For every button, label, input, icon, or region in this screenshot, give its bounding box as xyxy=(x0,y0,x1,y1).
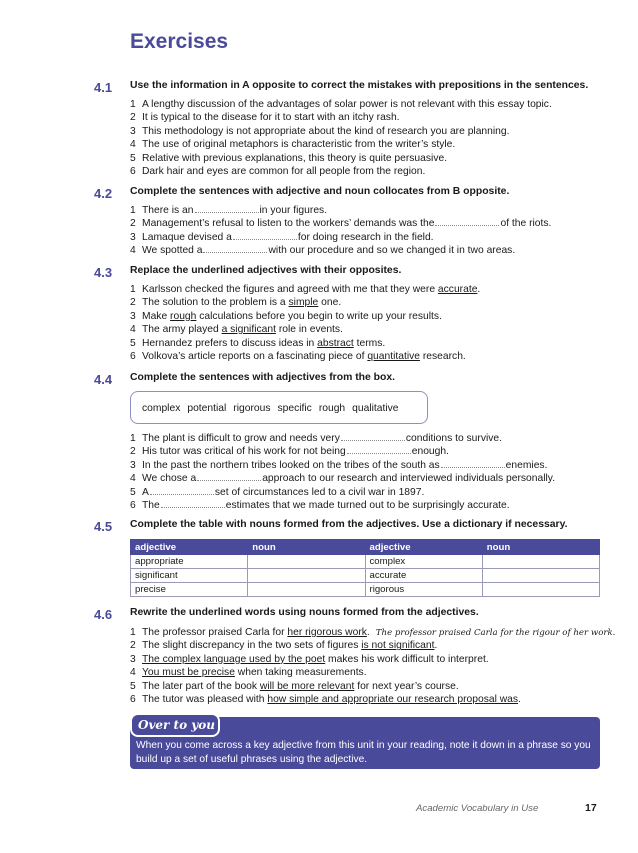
exercise-4-4-items xyxy=(130,432,555,512)
list-item xyxy=(130,432,555,445)
item-text-after: makes his work difficult to interpret. xyxy=(325,653,489,665)
table-cell xyxy=(482,555,599,569)
exercise-number: 4.3 xyxy=(94,265,113,280)
item-text-before: There is an xyxy=(142,205,194,216)
table-cell: appropriate xyxy=(131,555,248,569)
item-text-before: The army played xyxy=(142,324,222,336)
underlined-phrase: will be more relevant xyxy=(259,680,355,692)
answer-blank xyxy=(203,244,267,253)
list-item xyxy=(130,337,480,350)
item-number: 3 xyxy=(130,459,136,471)
item-text: The use of original metaphors is characteristic from the writer’s style. xyxy=(142,139,456,151)
list-item xyxy=(130,472,555,485)
item-number: 6 xyxy=(130,350,136,362)
exercise-number: 4.2 xyxy=(94,186,113,201)
list-item xyxy=(130,98,552,111)
underlined-phrase: simple xyxy=(288,297,319,309)
item-text-after: approach to our research and interviewed individuals personally. xyxy=(262,473,556,485)
exercise-instruction: Rewrite the underlined words using nouns formed from the adjectives. xyxy=(130,607,479,618)
item-text-after: for next year’s course. xyxy=(354,680,459,692)
item-number: 6 xyxy=(130,693,136,705)
item-number: 3 xyxy=(130,231,136,243)
underlined-phrase: abstract xyxy=(317,337,354,349)
item-number: 5 xyxy=(130,680,136,692)
item-number: 4 xyxy=(130,245,136,257)
exercise-instruction: Complete the sentences with adjective and noun collocates from B opposite. xyxy=(130,186,510,197)
list-item xyxy=(130,323,480,336)
table-cell xyxy=(248,583,365,597)
word-box xyxy=(130,391,428,424)
box-word: rigorous xyxy=(233,403,271,414)
underlined-phrase: The complex language used by the poet xyxy=(142,653,326,665)
item-number: 4 xyxy=(130,473,136,485)
box-word: qualitative xyxy=(352,403,399,414)
list-item xyxy=(130,680,615,693)
list-item xyxy=(130,626,615,639)
item-text-after: . xyxy=(518,693,521,705)
item-text-before: The solution to the problem is a xyxy=(142,297,289,309)
exercise-4-3-items xyxy=(130,283,480,363)
item-number: 2 xyxy=(130,640,136,652)
item-text-after: . xyxy=(366,627,370,638)
list-item xyxy=(130,310,480,323)
item-number: 5 xyxy=(130,152,136,164)
underlined-phrase: her rigorous work xyxy=(287,627,367,638)
exercise-number: 4.4 xyxy=(94,372,113,387)
item-text-before: The professor praised Carla for xyxy=(142,627,288,638)
item-number: 3 xyxy=(130,310,136,322)
item-text-before: The tutor was pleased with xyxy=(142,693,268,705)
list-item xyxy=(130,125,552,138)
item-text-after: estimates that we made turned out to be surprisingly accurate. xyxy=(225,499,510,511)
item-text-before: The later part of the book xyxy=(142,680,260,692)
table-header: noun xyxy=(482,540,599,555)
item-text: It is typical to the disease for it to start with an itchy rash. xyxy=(142,112,400,124)
item-text-before: We spotted a xyxy=(142,245,203,257)
page-title: Exercises xyxy=(130,30,229,53)
item-text-after: one. xyxy=(318,297,342,309)
item-text: Relative with previous explanations, this theory is quite persuasive. xyxy=(142,152,448,164)
table-row xyxy=(131,555,600,569)
item-text-after: with our procedure and so we changed it in two areas. xyxy=(268,245,516,257)
table-row xyxy=(131,569,600,583)
item-text-before: Karlsson checked the figures and agreed with me that they were xyxy=(142,284,438,295)
table-cell xyxy=(248,569,365,583)
item-text-before: A xyxy=(142,486,149,498)
list-item xyxy=(130,693,615,706)
item-number: 1 xyxy=(130,284,136,295)
underlined-phrase: quantitative xyxy=(367,350,420,362)
list-item xyxy=(130,231,551,244)
answer-blank xyxy=(161,499,225,508)
item-text-after: . xyxy=(477,284,481,295)
box-word: potential xyxy=(187,403,227,414)
item-text-before: The xyxy=(142,499,160,511)
item-number: 5 xyxy=(130,337,136,349)
table-cell xyxy=(248,555,365,569)
answer-blank xyxy=(195,204,259,213)
table-cell: precise xyxy=(131,583,248,597)
item-number: 1 xyxy=(130,99,136,110)
item-number: 3 xyxy=(130,125,136,137)
exercise-instruction: Use the information in A opposite to correct the mistakes with prepositions in the sentences. xyxy=(130,80,589,91)
answer-blank xyxy=(150,486,214,495)
item-text-after: enemies. xyxy=(505,459,548,471)
item-number: 4 xyxy=(130,139,136,151)
list-item xyxy=(130,350,480,363)
list-item xyxy=(130,459,555,472)
list-item xyxy=(130,639,615,652)
over-to-you-title: Over to you xyxy=(130,713,220,737)
list-item xyxy=(130,486,555,499)
exercise-4-2-items xyxy=(130,204,551,258)
item-text-before: Management’s refusal to listen to the workers’ demands was the xyxy=(142,218,435,230)
underlined-phrase: a significant xyxy=(221,324,276,336)
list-item xyxy=(130,296,480,309)
answer-blank xyxy=(347,445,411,454)
item-number: 1 xyxy=(130,433,136,444)
list-item xyxy=(130,217,551,230)
item-text-after: when taking measurements. xyxy=(234,667,367,679)
table-cell: significant xyxy=(131,569,248,583)
list-item xyxy=(130,152,552,165)
table-header: adjective xyxy=(131,540,248,555)
item-text-before: Hernandez prefers to discuss ideas in xyxy=(142,337,318,349)
item-number: 1 xyxy=(130,627,136,638)
item-text-after: . xyxy=(434,640,438,652)
item-text-after: for doing research in the field. xyxy=(297,231,434,243)
answer-blank xyxy=(341,432,405,441)
table-cell: rigorous xyxy=(365,583,482,597)
exercise-number: 4.5 xyxy=(94,519,113,534)
item-text-after: research. xyxy=(420,350,466,362)
handwritten-answer: The professor praised Carla for the rigour of her work. xyxy=(375,628,616,638)
list-item xyxy=(130,445,555,458)
item-text: Dark hair and eyes are common for all people from the region. xyxy=(142,165,426,177)
exercise-instruction: Replace the underlined adjectives with their opposites. xyxy=(130,265,402,276)
list-item xyxy=(130,666,615,679)
item-number: 2 xyxy=(130,446,136,458)
table-header: adjective xyxy=(365,540,482,555)
item-number: 4 xyxy=(130,667,136,679)
item-number: 5 xyxy=(130,486,136,498)
item-text-after: of the riots. xyxy=(500,218,552,230)
item-text-before: Make xyxy=(142,310,171,322)
list-item xyxy=(130,204,551,217)
item-number: 2 xyxy=(130,218,136,230)
list-item xyxy=(130,111,552,124)
item-number: 6 xyxy=(130,499,136,511)
item-number: 4 xyxy=(130,324,136,336)
underlined-phrase: You must be precise xyxy=(142,667,235,679)
item-text-after: conditions to survive. xyxy=(405,433,503,444)
item-text-after: set of circumstances led to a civil war in 1897. xyxy=(214,486,425,498)
table-row xyxy=(131,583,600,597)
table-header: noun xyxy=(248,540,365,555)
list-item xyxy=(130,138,552,151)
exercise-instruction: Complete the sentences with adjectives from the box. xyxy=(130,372,396,383)
item-text-before: Lamaque devised a xyxy=(142,231,232,243)
noun-table xyxy=(130,539,600,597)
table-cell: accurate xyxy=(365,569,482,583)
answer-blank xyxy=(435,217,499,226)
item-text: A lengthy discussion of the advantages of solar power is not relevant with this essay topic. xyxy=(142,99,552,110)
exercise-number: 4.6 xyxy=(94,607,113,622)
over-to-you-text: When you come across a key adjective from this unit in your reading, note it down in a phrase so you build up a set of useful phrases using the adjective. xyxy=(136,740,591,765)
item-text-after: terms. xyxy=(353,337,386,349)
box-word: complex xyxy=(142,403,181,414)
item-number: 6 xyxy=(130,165,136,177)
list-item xyxy=(130,165,552,178)
page-number: 17 xyxy=(585,802,597,814)
table-cell xyxy=(482,583,599,597)
item-text-after: calculations before you begin to write up your results. xyxy=(196,310,442,322)
underlined-phrase: accurate xyxy=(437,284,478,295)
item-text-after: in your figures. xyxy=(259,205,328,216)
exercise-number: 4.1 xyxy=(94,80,113,95)
item-text-after: enough. xyxy=(411,446,449,458)
item-number: 2 xyxy=(130,297,136,309)
underlined-phrase: is not significant xyxy=(361,640,435,652)
answer-blank xyxy=(197,472,261,481)
item-text-before: The plant is difficult to grow and needs very xyxy=(142,433,340,444)
item-text-before: We chose a xyxy=(142,473,197,485)
item-number: 2 xyxy=(130,112,136,124)
list-item xyxy=(130,244,551,257)
item-text: This methodology is not appropriate about the kind of research you are planning. xyxy=(142,125,510,137)
exercise-instruction: Complete the table with nouns formed from the adjectives. Use a dictionary if necessary. xyxy=(130,519,568,530)
answer-blank xyxy=(233,231,297,240)
item-text-before: Volkova’s article reports on a fascinating piece of xyxy=(142,350,368,362)
exercise-4-1-items xyxy=(130,98,552,178)
table-cell xyxy=(482,569,599,583)
item-number: 1 xyxy=(130,205,136,216)
item-text-before: His tutor was critical of his work for not being xyxy=(142,446,346,458)
list-item xyxy=(130,499,555,512)
underlined-phrase: how simple and appropriate our research proposal was xyxy=(267,693,519,705)
box-word: specific xyxy=(277,403,312,414)
list-item xyxy=(130,283,480,296)
item-text-after: role in events. xyxy=(275,324,343,336)
item-text-before: The slight discrepancy in the two sets of figures xyxy=(142,640,362,652)
answer-blank xyxy=(441,459,505,468)
table-cell: complex xyxy=(365,555,482,569)
exercise-4-6-items xyxy=(130,626,615,706)
list-item xyxy=(130,653,615,666)
box-word: rough xyxy=(318,403,346,414)
underlined-phrase: rough xyxy=(170,310,197,322)
item-number: 3 xyxy=(130,653,136,665)
footer-book-title: Academic Vocabulary in Use xyxy=(416,803,539,814)
item-text-before: In the past the northern tribes looked on the tribes of the south as xyxy=(142,459,440,471)
